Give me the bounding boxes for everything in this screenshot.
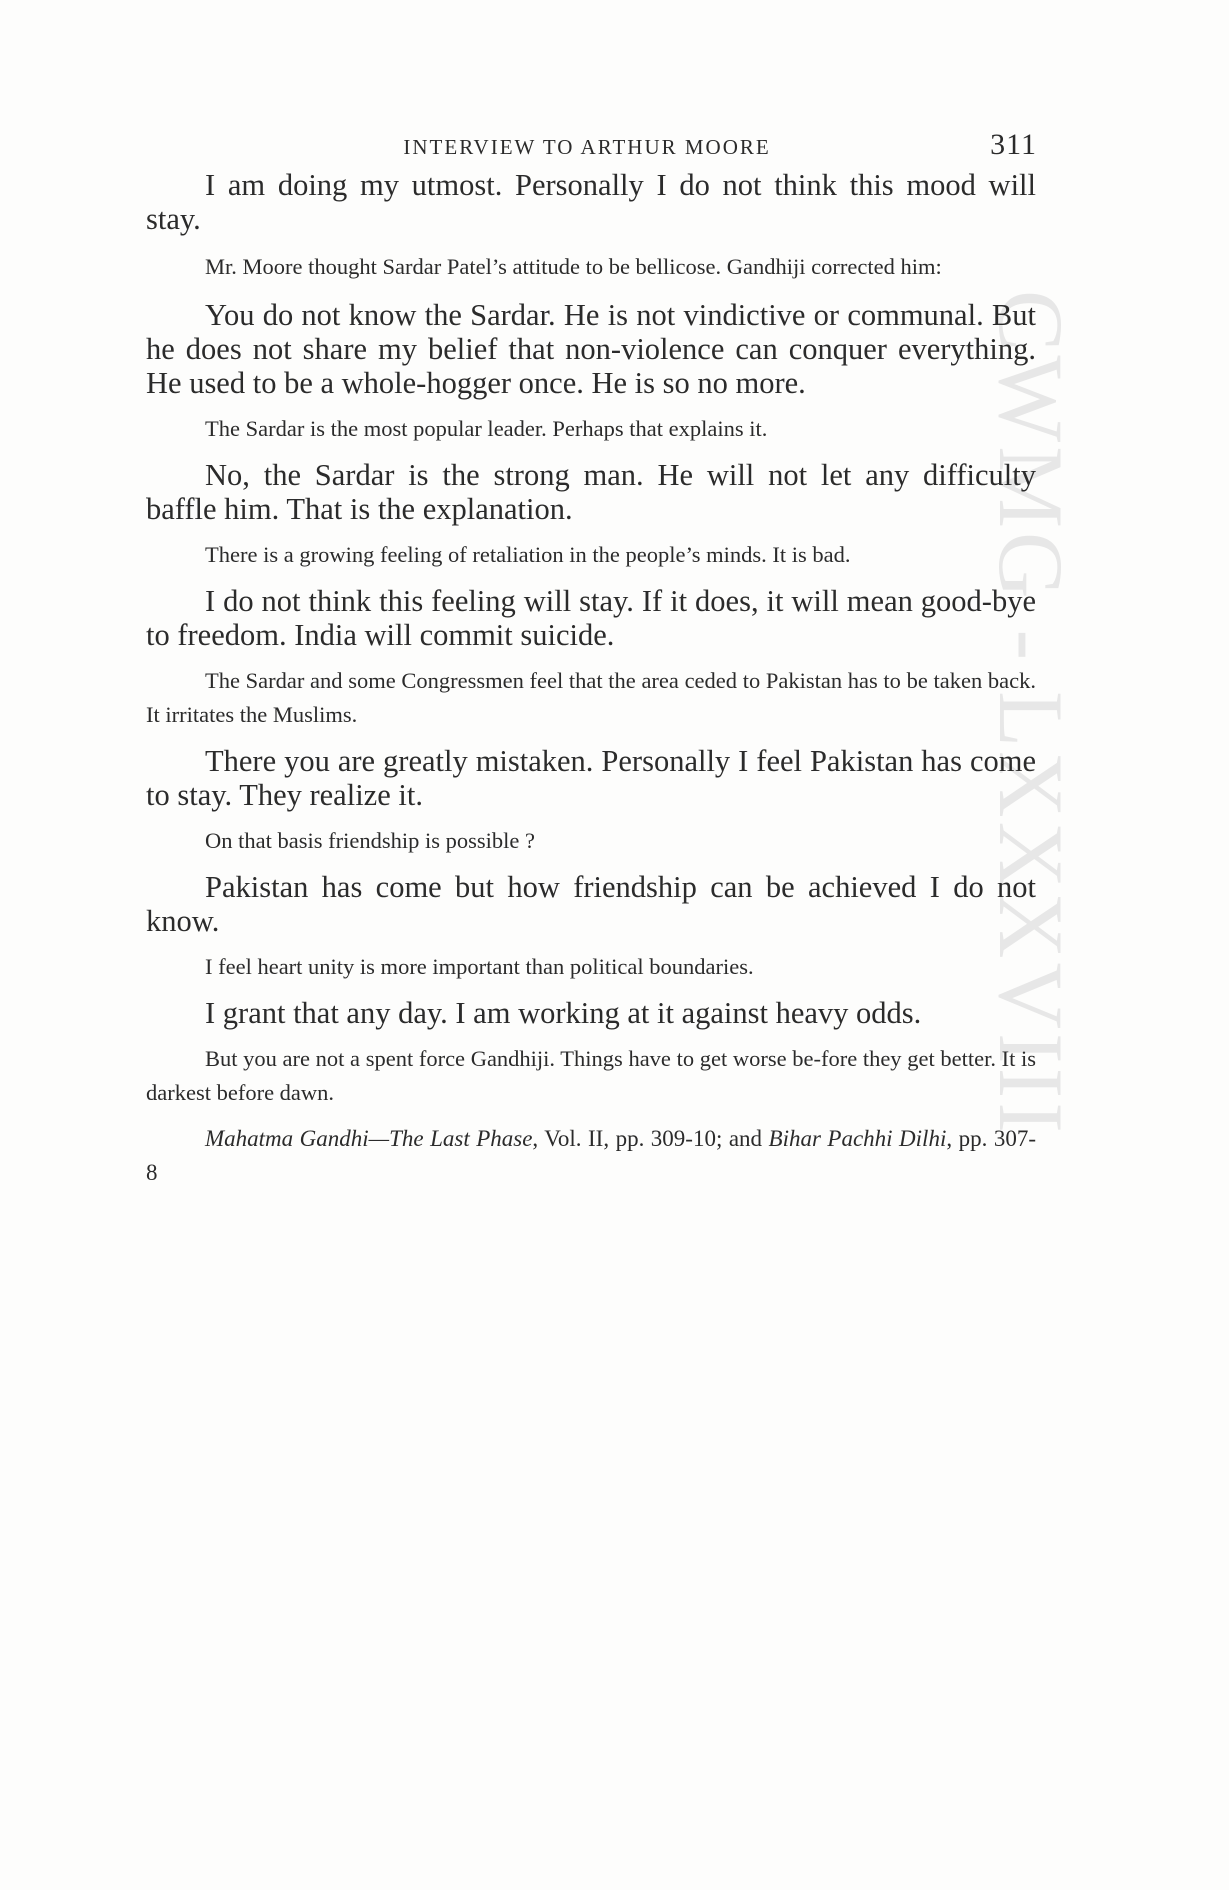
question-paragraph: On that basis friendship is possible ? [205,828,535,853]
question-paragraph: But you are not a spent force Gandhiji. Things have to get worse be-fore they get better. It is darkest before dawn. [146,1046,1036,1105]
question-paragraph: The Sardar is the most popular leader. Perhaps that explains it. [205,416,768,441]
speech-paragraph: You do not know the Sardar. He is not vindictive or communal. But he does not share my belief that non-violence can conquer everything. He used to be a whole-hogger once. He is so no more. [146,298,1036,400]
citation-source-1: Mahatma Gandhi—The Last Phase [205,1126,533,1151]
speech-paragraph: Pakistan has come but how friendship can be achieved I do not know. [146,870,1036,938]
citation-source-2: Bihar Pachhi Dilhi [768,1126,947,1151]
question-paragraph: I feel heart unity is more important than political boundaries. [205,954,754,979]
page-content [146,128,1036,1190]
question-paragraph: The Sardar and some Congressmen feel that the area ceded to Pakistan has to be taken back. It irritates the Muslims. [146,668,1036,727]
source-citation [146,1122,1036,1190]
running-title: INTERVIEW TO ARTHUR MOORE [403,135,771,159]
watermark-text: CWMG - LXXXVIII [980,290,1082,1137]
speech-paragraph: I do not think this feeling will stay. If it does, it will mean good-bye to freedom. India will commit suicide. [146,584,1036,652]
question-paragraph: There is a growing feeling of retaliation in the people’s minds. It is bad. [205,542,851,567]
speech-paragraph: No, the Sardar is the strong man. He will not let any difficulty baffle him. That is the explanation. [146,458,1036,526]
speech-paragraph: I am doing my utmost. Personally I do not think this mood will stay. [146,168,1036,236]
citation-detail-1: , Vol. II, pp. 309-10; and [532,1126,769,1151]
running-head [154,128,1037,168]
speech-paragraph: I grant that any day. I am working at it against heavy odds. [205,996,922,1030]
page-number: 311 [990,128,1037,161]
citation-detail-2: , pp. 307-8 [146,1126,1036,1185]
question-paragraph: Mr. Moore thought Sardar Patel’s attitude to be bellicose. Gandhiji corrected him: [205,254,942,279]
speech-paragraph: There you are greatly mistaken. Personally I feel Pakistan has come to stay. They realize it. [146,744,1036,812]
